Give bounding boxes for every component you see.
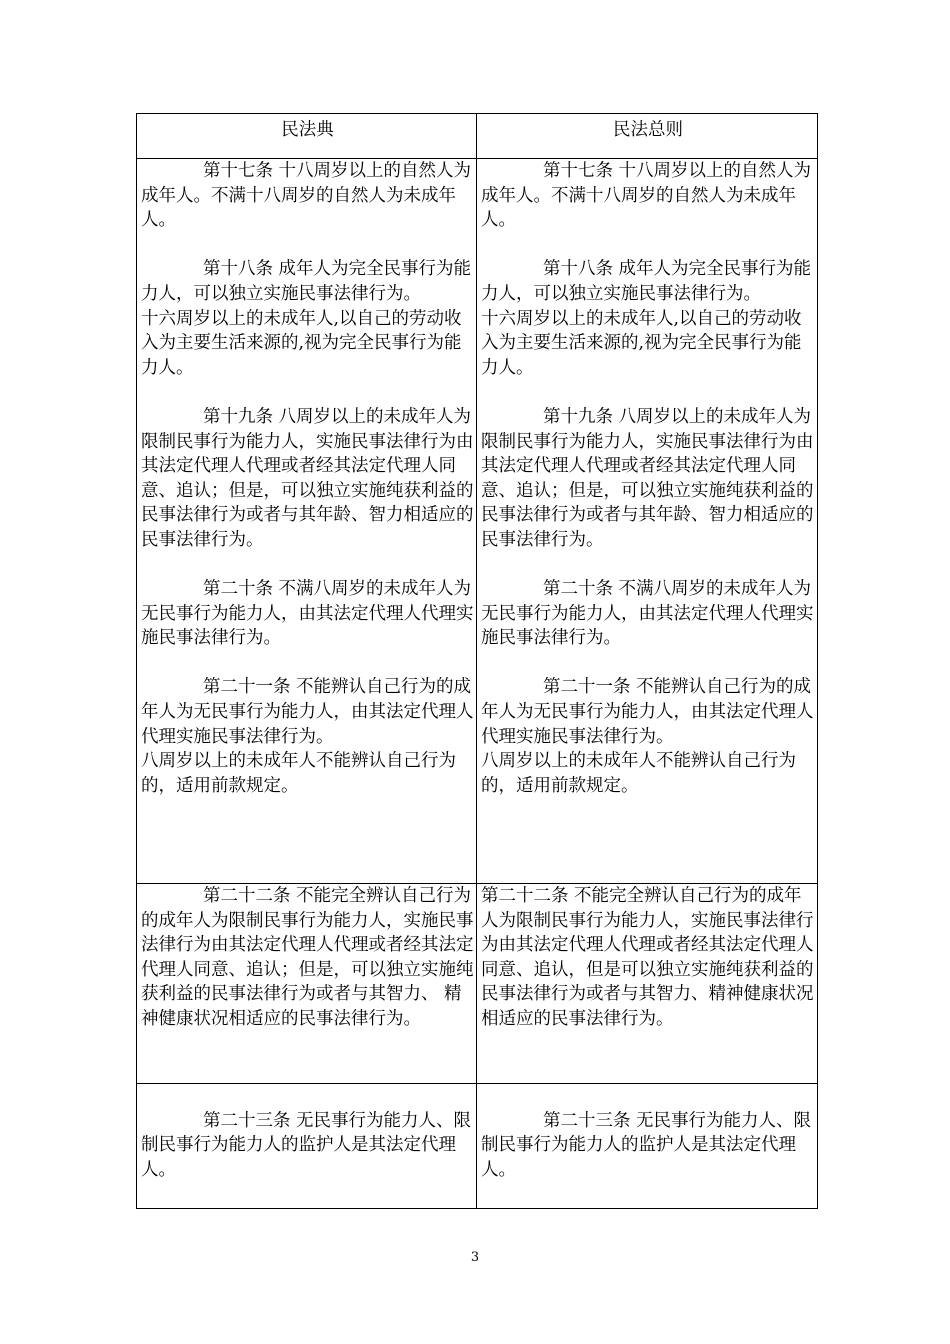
article-paragraph: 第二十三条 无民事行为能力人、限制民事行为能力人的监护人是其法定代理人。: [481, 1110, 812, 1180]
blank-line: [481, 1084, 815, 1109]
row-2-right-cell: [477, 884, 818, 1084]
table-row: [137, 159, 818, 884]
header-civil-code: 民法典: [137, 114, 477, 159]
comparison-table: [136, 113, 818, 1209]
header-row: [137, 114, 818, 159]
blank-line: [481, 651, 815, 676]
blank-line: [481, 233, 815, 258]
blank-line: [481, 380, 815, 405]
row-3-right-cell: [477, 1084, 818, 1209]
article-paragraph: 十六周岁以上的未成年人,以自己的劳动收入为主要生活来源的,视为完全民事行为能力人。: [481, 308, 802, 378]
article-paragraph: 第二十一条 不能辨认自己行为的成年人为无民事行为能力人，由其法定代理人代理实施民事法律行为。: [481, 677, 814, 747]
table-row: [137, 884, 818, 1084]
table-row: [137, 1084, 818, 1209]
blank-line: [481, 553, 815, 578]
article-paragraph: 八周岁以上的未成年人不能辨认自己行为的，适用前款规定。: [481, 751, 796, 796]
blank-line: [141, 380, 474, 405]
article-paragraph: 第十七条 十八周岁以上的自然人为成年人。不满十八周岁的自然人为未成年人。: [481, 161, 812, 231]
article-paragraph: 八周岁以上的未成年人不能辨认自己行为的，适用前款规定。: [141, 751, 456, 796]
row-2-left-cell: [137, 884, 477, 1084]
article-paragraph: 第十八条 成年人为完全民事行为能力人，可以独立实施民事法律行为。: [141, 259, 472, 304]
page-number: 3: [470, 1250, 480, 1265]
article-paragraph: 第二十二条 不能完全辨认自己行为的成年人为限制民事行为能力人，实施民事法律行为由其法定代理人代理或者经其法定代理人同意、追认；但是，可以独立实施纯获利益的民事法律行为或者与其智力、 精神健康状况相适应的民事法律行为。: [141, 886, 474, 1029]
article-paragraph: 第二十三条 无民事行为能力人、限制民事行为能力人的监护人是其法定代理人。: [141, 1110, 472, 1180]
article-paragraph: 第十九条 八周岁以上的未成年人为限制民事行为能力人，实施民事法律行为由其法定代理人代理或者经其法定代理人同意、追认；但是，可以独立实施纯获利益的民事法律行为或者与其年龄、智力相适应的民事法律行为。: [141, 406, 474, 550]
article-paragraph: 第二十条 不满八周岁的未成年人为无民事行为能力人，由其法定代理人代理实施民事法律行为。: [141, 579, 474, 649]
row-3-left-cell: [137, 1084, 477, 1209]
header-general-provisions: 民法总则: [477, 114, 818, 159]
blank-line: [141, 553, 474, 578]
row-1-left-cell: [137, 159, 477, 884]
blank-line: [141, 1084, 474, 1109]
blank-line: [141, 651, 474, 676]
article-paragraph: 第十七条 十八周岁以上的自然人为成年人。不满十八周岁的自然人为未成年人。: [141, 161, 472, 231]
article-paragraph: 第十八条 成年人为完全民事行为能力人，可以独立实施民事法律行为。: [481, 259, 812, 304]
article-paragraph: 第二十二条 不能完全辨认自己行为的成年人为限制民事行为能力人，实施民事法律行为由其法定代理人代理或者经其法定代理人同意、追认，但是可以独立实施纯获利益的民事法律行为或者与其智力、精神健康状况相适应的民事法律行为。: [481, 886, 814, 1029]
article-paragraph: 第二十一条 不能辨认自己行为的成年人为无民事行为能力人，由其法定代理人代理实施民事法律行为。: [141, 677, 474, 747]
article-paragraph: 第二十条 不满八周岁的未成年人为无民事行为能力人，由其法定代理人代理实施民事法律行为。: [481, 579, 814, 649]
article-paragraph: 十六周岁以上的未成年人,以自己的劳动收入为主要生活来源的,视为完全民事行为能力人。: [141, 308, 462, 378]
row-1-right-cell: [477, 159, 818, 884]
blank-line: [141, 233, 474, 258]
article-paragraph: 第十九条 八周岁以上的未成年人为限制民事行为能力人，实施民事法律行为由其法定代理人代理或者经其法定代理人同意、追认；但是，可以独立实施纯获利益的民事法律行为或者与其年龄、智力相适应的民事法律行为。: [481, 406, 814, 550]
